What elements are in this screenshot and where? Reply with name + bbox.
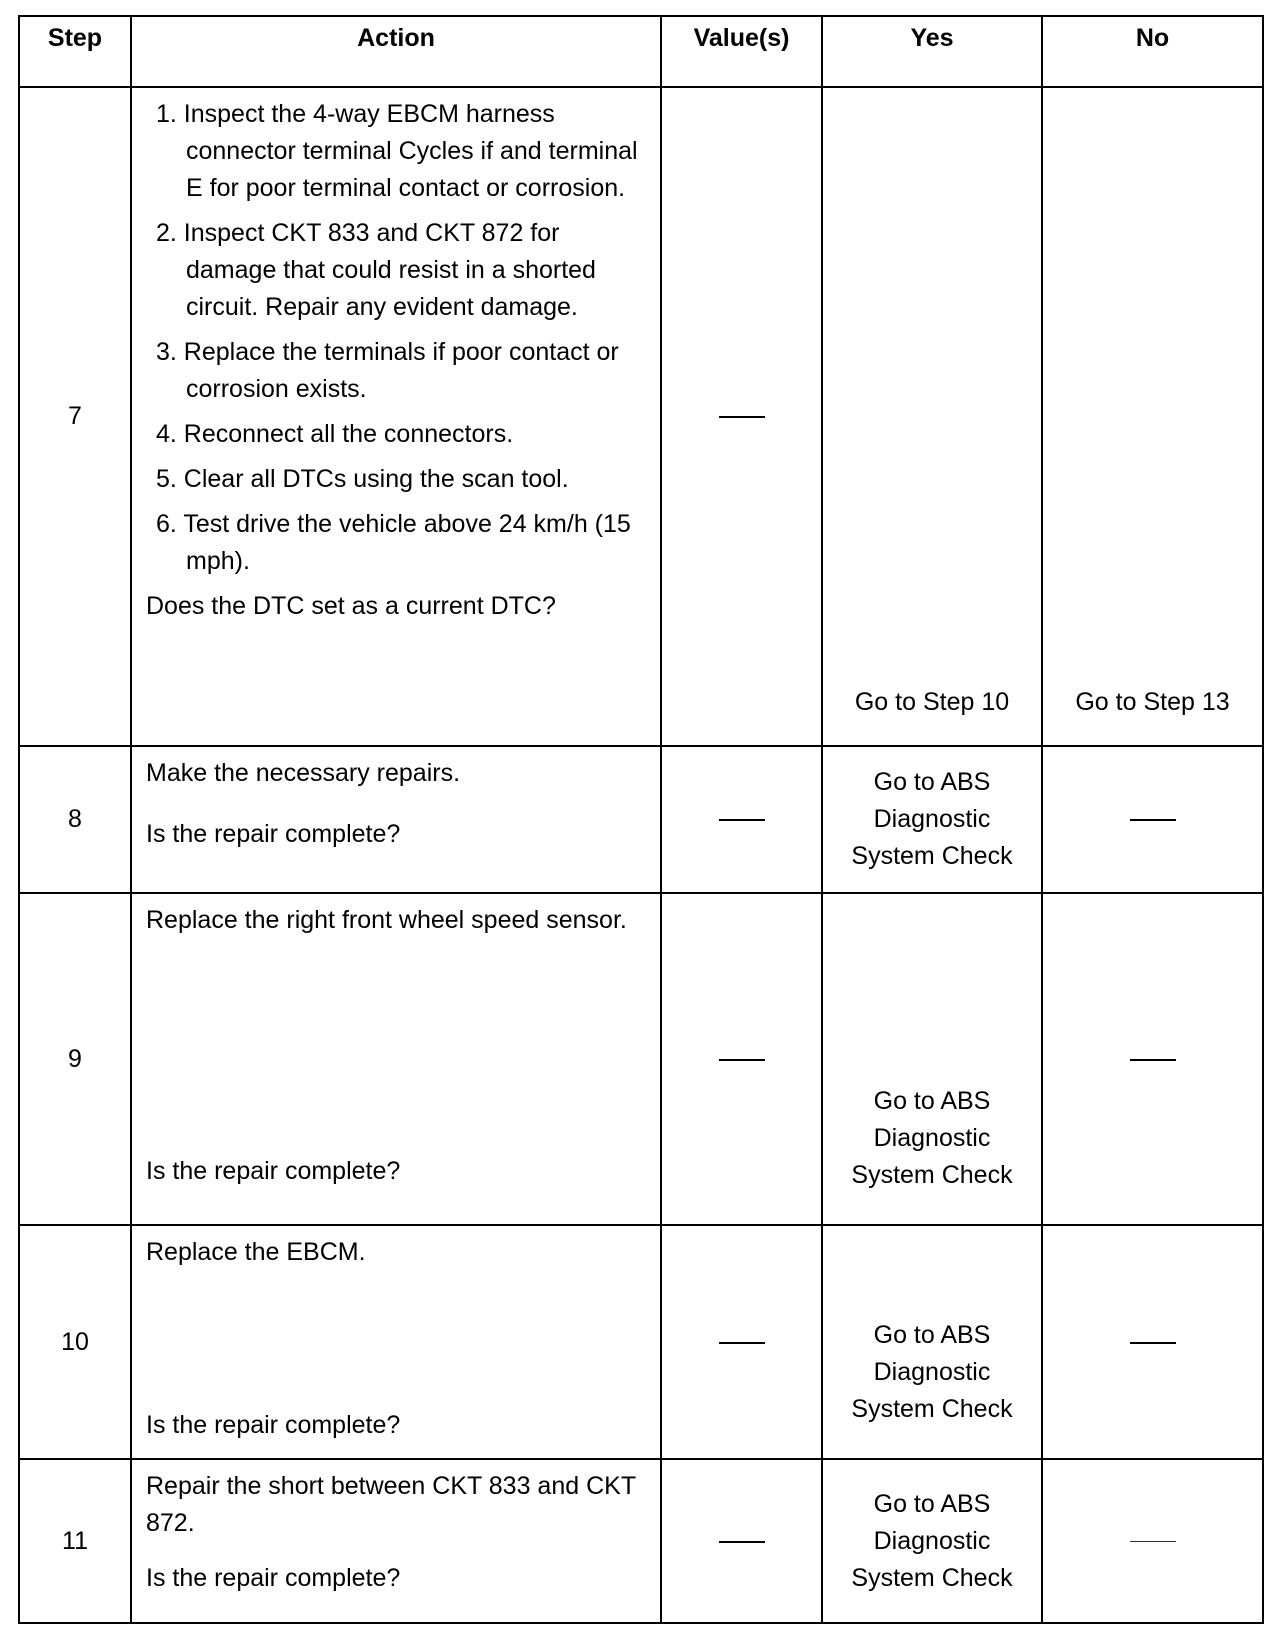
action-cell bbox=[131, 1225, 661, 1459]
empty-dash bbox=[1130, 1541, 1176, 1542]
table-row bbox=[19, 1225, 1263, 1459]
step-number: 10 bbox=[19, 1225, 131, 1459]
yes-line: Go to ABS bbox=[873, 1087, 991, 1115]
yes-line: System Check bbox=[851, 842, 1013, 870]
yes-line: Go to ABS bbox=[873, 768, 991, 796]
yes-cell bbox=[822, 893, 1042, 1225]
yes-line: Diagnostic bbox=[873, 805, 991, 833]
value-cell bbox=[661, 1459, 822, 1623]
yes-line: Diagnostic bbox=[873, 1358, 991, 1386]
action-question: Is the repair complete? bbox=[146, 820, 401, 848]
header-no: No bbox=[1042, 16, 1263, 87]
action-question: Does the DTC set as a current DTC? bbox=[146, 592, 556, 620]
yes-cell bbox=[822, 1225, 1042, 1459]
header-row bbox=[19, 16, 1263, 87]
empty-dash bbox=[719, 416, 765, 418]
header-values: Value(s) bbox=[661, 16, 822, 87]
action-step: 3. Replace the terminals if poor contact or corrosion exists. bbox=[156, 338, 619, 403]
table-row bbox=[19, 746, 1263, 893]
header-yes: Yes bbox=[822, 16, 1042, 87]
action-step: 5. Clear all DTCs using the scan tool. bbox=[156, 465, 569, 493]
header-action: Action bbox=[131, 16, 661, 87]
step-number: 7 bbox=[19, 87, 131, 746]
empty-dash bbox=[719, 1541, 765, 1543]
action-cell bbox=[131, 746, 661, 893]
yes-result: Go to Step 10 bbox=[854, 688, 1010, 716]
yes-line: Diagnostic bbox=[873, 1124, 991, 1152]
value-cell bbox=[661, 746, 822, 893]
action-text: Repair the short between CKT 833 and CKT 872. bbox=[146, 1472, 636, 1537]
empty-dash bbox=[719, 1059, 765, 1061]
no-cell bbox=[1042, 87, 1263, 746]
action-step: 4. Reconnect all the connectors. bbox=[156, 420, 514, 448]
step-number: 9 bbox=[19, 893, 131, 1225]
yes-line: System Check bbox=[851, 1161, 1013, 1189]
yes-line: Go to ABS bbox=[873, 1489, 991, 1518]
yes-result bbox=[823, 1083, 1041, 1194]
action-text: Replace the right front wheel speed sensor. bbox=[146, 906, 627, 934]
empty-dash bbox=[719, 819, 765, 821]
no-cell bbox=[1042, 746, 1263, 893]
action-question: Is the repair complete? bbox=[146, 1564, 401, 1592]
table-row bbox=[19, 893, 1263, 1225]
action-step: 1. Inspect the 4-way EBCM harness connector terminal Cycles if and terminal E for poor terminal contact or corrosion. bbox=[156, 100, 638, 202]
empty-dash bbox=[1130, 819, 1176, 821]
value-cell bbox=[661, 1225, 822, 1459]
yes-cell bbox=[822, 87, 1042, 746]
step-number: 11 bbox=[19, 1459, 131, 1623]
yes-line: Diagnostic bbox=[873, 1526, 991, 1555]
empty-dash bbox=[719, 1342, 765, 1344]
value-cell bbox=[661, 87, 822, 746]
yes-cell bbox=[822, 746, 1042, 893]
no-cell bbox=[1042, 1459, 1263, 1623]
action-cell bbox=[131, 893, 661, 1225]
empty-dash bbox=[1130, 1342, 1176, 1344]
header-step: Step bbox=[19, 16, 131, 87]
yes-result bbox=[823, 1486, 1041, 1597]
yes-result bbox=[823, 1317, 1041, 1428]
yes-line: System Check bbox=[851, 1395, 1013, 1423]
yes-cell bbox=[822, 1459, 1042, 1623]
action-cell bbox=[131, 1459, 661, 1623]
yes-line: System Check bbox=[851, 1563, 1013, 1592]
table-row bbox=[19, 87, 1263, 746]
yes-line: Go to ABS bbox=[873, 1321, 991, 1349]
no-cell bbox=[1042, 893, 1263, 1225]
action-step: 2. Inspect CKT 833 and CKT 872 for damage that could resist in a shorted circuit. Repair any evident damage. bbox=[156, 219, 596, 321]
value-cell bbox=[661, 893, 822, 1225]
diagnostic-table bbox=[18, 15, 1264, 1624]
step-number: 8 bbox=[19, 746, 131, 893]
no-result: Go to Step 13 bbox=[1075, 688, 1230, 716]
action-question: Is the repair complete? bbox=[146, 1157, 401, 1185]
empty-dash bbox=[1130, 1059, 1176, 1061]
table-row bbox=[19, 1459, 1263, 1623]
action-cell bbox=[131, 87, 661, 746]
no-cell bbox=[1042, 1225, 1263, 1459]
action-steps-list bbox=[146, 96, 648, 580]
yes-result bbox=[823, 764, 1041, 875]
action-text: Replace the EBCM. bbox=[146, 1238, 366, 1266]
action-question: Is the repair complete? bbox=[146, 1411, 401, 1439]
action-step: 6. Test drive the vehicle above 24 km/h (15 mph). bbox=[156, 510, 631, 575]
action-text: Make the necessary repairs. bbox=[146, 759, 461, 787]
